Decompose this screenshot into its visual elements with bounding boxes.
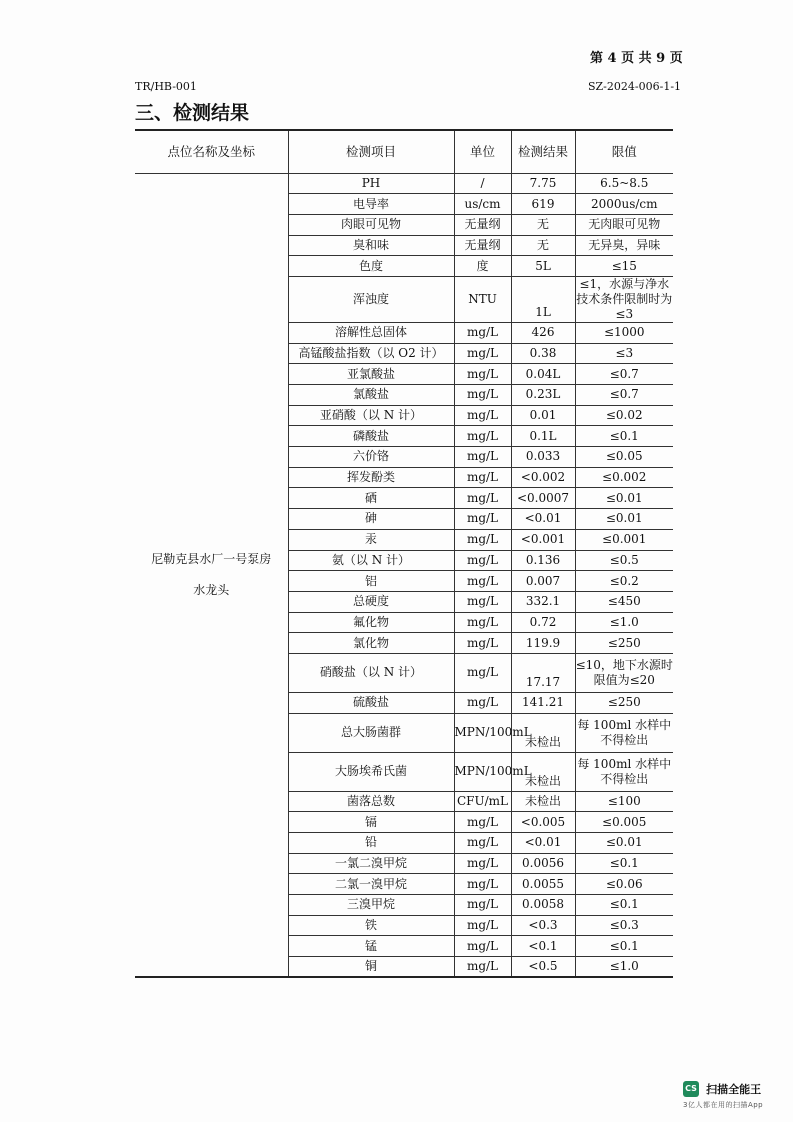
cell-limit: ≤0.5 bbox=[575, 550, 673, 571]
cell-result: <0.002 bbox=[511, 467, 575, 488]
cell-result: 0.136 bbox=[511, 550, 575, 571]
cell-unit: mg/L bbox=[454, 812, 511, 833]
section-title: 三、检测结果 bbox=[135, 102, 250, 124]
cell-result: 0.04L bbox=[511, 364, 575, 385]
cell-item: 大肠埃希氏菌 bbox=[288, 752, 454, 791]
cell-unit: mg/L bbox=[454, 633, 511, 654]
cell-item: 铁 bbox=[288, 915, 454, 936]
cell-item: 三溴甲烷 bbox=[288, 895, 454, 916]
cell-limit: ≤0.02 bbox=[575, 405, 673, 426]
cell-item: 亚硝酸（以 N 计） bbox=[288, 405, 454, 426]
cell-unit: mg/L bbox=[454, 936, 511, 957]
cell-item: 锰 bbox=[288, 936, 454, 957]
cell-item: 电导率 bbox=[288, 194, 454, 215]
cell-unit: mg/L bbox=[454, 653, 511, 692]
cell-limit: ≤1.0 bbox=[575, 612, 673, 633]
cell-unit: mg/L bbox=[454, 447, 511, 468]
cell-unit: 无量纲 bbox=[454, 214, 511, 235]
results-table bbox=[135, 129, 673, 978]
cell-result: 0.033 bbox=[511, 447, 575, 468]
cell-limit: 2000us/cm bbox=[575, 194, 673, 215]
cell-unit: / bbox=[454, 173, 511, 194]
cell-result: 7.75 bbox=[511, 173, 575, 194]
cell-unit: mg/L bbox=[454, 571, 511, 592]
cell-unit: NTU bbox=[454, 276, 511, 322]
cell-unit: mg/L bbox=[454, 322, 511, 343]
cell-limit: ≤0.001 bbox=[575, 529, 673, 550]
cell-result: 5L bbox=[511, 256, 575, 277]
table-body bbox=[135, 173, 673, 977]
cell-item: 汞 bbox=[288, 529, 454, 550]
cell-item: 亚氯酸盐 bbox=[288, 364, 454, 385]
cell-limit: ≤0.1 bbox=[575, 936, 673, 957]
cell-result: 未检出 bbox=[511, 713, 575, 752]
report-number: SZ-2024-006-1-1 bbox=[588, 80, 682, 93]
cell-item: 总大肠菌群 bbox=[288, 713, 454, 752]
cell-result: 0.38 bbox=[511, 343, 575, 364]
cell-result: 未检出 bbox=[511, 791, 575, 812]
location-point: 水龙头 bbox=[193, 582, 230, 597]
cell-limit: ≤450 bbox=[575, 591, 673, 612]
cell-limit: ≤0.002 bbox=[575, 467, 673, 488]
cell-unit: us/cm bbox=[454, 194, 511, 215]
cell-result: 0.007 bbox=[511, 571, 575, 592]
cell-item: 浑浊度 bbox=[288, 276, 454, 322]
cell-unit: mg/L bbox=[454, 385, 511, 406]
scanner-app-name: 扫描全能王 bbox=[706, 1082, 762, 1096]
cell-item: 硝酸盐（以 N 计） bbox=[288, 653, 454, 692]
cell-unit: mg/L bbox=[454, 612, 511, 633]
cell-limit: 6.5~8.5 bbox=[575, 173, 673, 194]
cell-item: 色度 bbox=[288, 256, 454, 277]
cell-result: 1L bbox=[511, 276, 575, 322]
cell-item: 一氯二溴甲烷 bbox=[288, 853, 454, 874]
header-location: 点位名称及坐标 bbox=[135, 130, 288, 173]
cell-limit: ≤1000 bbox=[575, 322, 673, 343]
cell-item: 铅 bbox=[288, 833, 454, 854]
cell-limit: ≤3 bbox=[575, 343, 673, 364]
cell-result: 0.01 bbox=[511, 405, 575, 426]
cell-item: 硒 bbox=[288, 488, 454, 509]
cell-unit: mg/L bbox=[454, 895, 511, 916]
cell-result: <0.1 bbox=[511, 936, 575, 957]
cell-result: 0.72 bbox=[511, 612, 575, 633]
cell-limit: ≤0.7 bbox=[575, 385, 673, 406]
cell-item: 二氯一溴甲烷 bbox=[288, 874, 454, 895]
cell-item: 氯酸盐 bbox=[288, 385, 454, 406]
cell-item: 铜 bbox=[288, 957, 454, 978]
cell-unit: 无量纲 bbox=[454, 235, 511, 256]
cell-unit: mg/L bbox=[454, 833, 511, 854]
scanner-watermark bbox=[683, 1078, 783, 1110]
cell-unit: mg/L bbox=[454, 591, 511, 612]
cell-unit: 度 bbox=[454, 256, 511, 277]
page-number: 第 4 页 共 9 页 bbox=[590, 51, 683, 66]
cell-unit: mg/L bbox=[454, 550, 511, 571]
header-unit: 单位 bbox=[454, 130, 511, 173]
cell-limit: ≤10，地下水源时限值为≤20 bbox=[575, 653, 673, 692]
cell-limit: ≤0.005 bbox=[575, 812, 673, 833]
cell-unit: mg/L bbox=[454, 692, 511, 713]
cell-limit: ≤1，水源与净水技术条件限制时为≤3 bbox=[576, 276, 673, 321]
cell-item: PH bbox=[288, 173, 454, 194]
cell-limit: ≤0.7 bbox=[575, 364, 673, 385]
cell-limit: 无肉眼可见物 bbox=[575, 214, 673, 235]
cell-item: 溶解性总固体 bbox=[288, 322, 454, 343]
cell-limit: ≤0.3 bbox=[575, 915, 673, 936]
cell-limit: ≤0.2 bbox=[575, 571, 673, 592]
header-item: 检测项目 bbox=[288, 130, 454, 173]
cell-result: 无 bbox=[511, 235, 575, 256]
header-limit: 限值 bbox=[575, 130, 673, 173]
cell-limit: ≤0.05 bbox=[575, 447, 673, 468]
cell-item: 镉 bbox=[288, 812, 454, 833]
cell-limit: ≤0.01 bbox=[575, 833, 673, 854]
cell-result: <0.005 bbox=[511, 812, 575, 833]
cell-result: <0.01 bbox=[511, 509, 575, 530]
cell-result: 17.17 bbox=[511, 653, 575, 692]
cell-limit: ≤250 bbox=[575, 633, 673, 654]
cell-result: 0.23L bbox=[511, 385, 575, 406]
cell-item: 磷酸盐 bbox=[288, 426, 454, 447]
cell-item: 肉眼可见物 bbox=[288, 214, 454, 235]
cell-unit: mg/L bbox=[454, 488, 511, 509]
cell-unit: mg/L bbox=[454, 405, 511, 426]
cell-limit: 无异臭，异味 bbox=[575, 235, 673, 256]
cell-result: <0.3 bbox=[511, 915, 575, 936]
cell-limit: ≤0.1 bbox=[575, 426, 673, 447]
cell-unit: mg/L bbox=[454, 509, 511, 530]
cell-limit: ≤0.1 bbox=[575, 853, 673, 874]
cell-limit: ≤0.06 bbox=[575, 874, 673, 895]
cell-item: 氟化物 bbox=[288, 612, 454, 633]
cell-unit: MPN/100mL bbox=[454, 713, 511, 752]
cell-unit: mg/L bbox=[454, 426, 511, 447]
cell-limit: ≤15 bbox=[575, 256, 673, 277]
table-row bbox=[135, 173, 673, 194]
cell-item: 高锰酸盐指数（以 O2 计） bbox=[288, 343, 454, 364]
cell-limit: ≤250 bbox=[575, 692, 673, 713]
cell-unit: mg/L bbox=[454, 364, 511, 385]
cell-result: 619 bbox=[511, 194, 575, 215]
cell-result: 141.21 bbox=[511, 692, 575, 713]
cell-unit: mg/L bbox=[454, 529, 511, 550]
table-header-row bbox=[135, 130, 673, 173]
cell-result: 0.1L bbox=[511, 426, 575, 447]
camscanner-logo-icon: CS bbox=[683, 1081, 699, 1097]
cell-limit: ≤0.1 bbox=[575, 895, 673, 916]
cell-limit: ≤0.01 bbox=[575, 488, 673, 509]
cell-result: 332.1 bbox=[511, 591, 575, 612]
cell-result: 0.0058 bbox=[511, 895, 575, 916]
cell-result: 无 bbox=[511, 214, 575, 235]
cell-unit: mg/L bbox=[454, 853, 511, 874]
cell-unit: mg/L bbox=[454, 343, 511, 364]
location-name: 尼勒克县水厂一号泵房 bbox=[151, 551, 272, 566]
cell-result: 0.0055 bbox=[511, 874, 575, 895]
cell-limit: ≤100 bbox=[575, 791, 673, 812]
cell-result: 未检出 bbox=[511, 752, 575, 791]
cell-item: 氨（以 N 计） bbox=[288, 550, 454, 571]
cell-result: <0.001 bbox=[511, 529, 575, 550]
cell-unit: mg/L bbox=[454, 874, 511, 895]
cell-item: 总硬度 bbox=[288, 591, 454, 612]
cell-item: 六价铬 bbox=[288, 447, 454, 468]
cell-unit: MPN/100mL bbox=[454, 752, 511, 791]
scanner-tagline: 3亿人都在用的扫描App bbox=[683, 1101, 764, 1109]
header-result: 检测结果 bbox=[511, 130, 575, 173]
cell-item: 菌落总数 bbox=[288, 791, 454, 812]
cell-item: 铝 bbox=[288, 571, 454, 592]
location-cell bbox=[135, 173, 288, 977]
cell-limit: 每 100ml 水样中不得检出 bbox=[575, 713, 673, 752]
cell-result: <0.0007 bbox=[511, 488, 575, 509]
cell-item: 砷 bbox=[288, 509, 454, 530]
cell-unit: mg/L bbox=[454, 915, 511, 936]
cell-item: 硫酸盐 bbox=[288, 692, 454, 713]
cell-item: 氯化物 bbox=[288, 633, 454, 654]
cell-result: <0.5 bbox=[511, 957, 575, 978]
cell-item: 挥发酚类 bbox=[288, 467, 454, 488]
document-code: TR/HB-001 bbox=[135, 80, 197, 93]
cell-result: 119.9 bbox=[511, 633, 575, 654]
cell-unit: mg/L bbox=[454, 467, 511, 488]
cell-limit: 每 100ml 水样中不得检出 bbox=[575, 752, 673, 791]
cell-limit: ≤1.0 bbox=[575, 957, 673, 978]
cell-result: 0.0056 bbox=[511, 853, 575, 874]
cell-unit: mg/L bbox=[454, 957, 511, 978]
cell-limit: ≤0.01 bbox=[575, 509, 673, 530]
cell-result: <0.01 bbox=[511, 833, 575, 854]
cell-unit: CFU/mL bbox=[454, 791, 511, 812]
cell-result: 426 bbox=[511, 322, 575, 343]
cell-item: 臭和味 bbox=[288, 235, 454, 256]
